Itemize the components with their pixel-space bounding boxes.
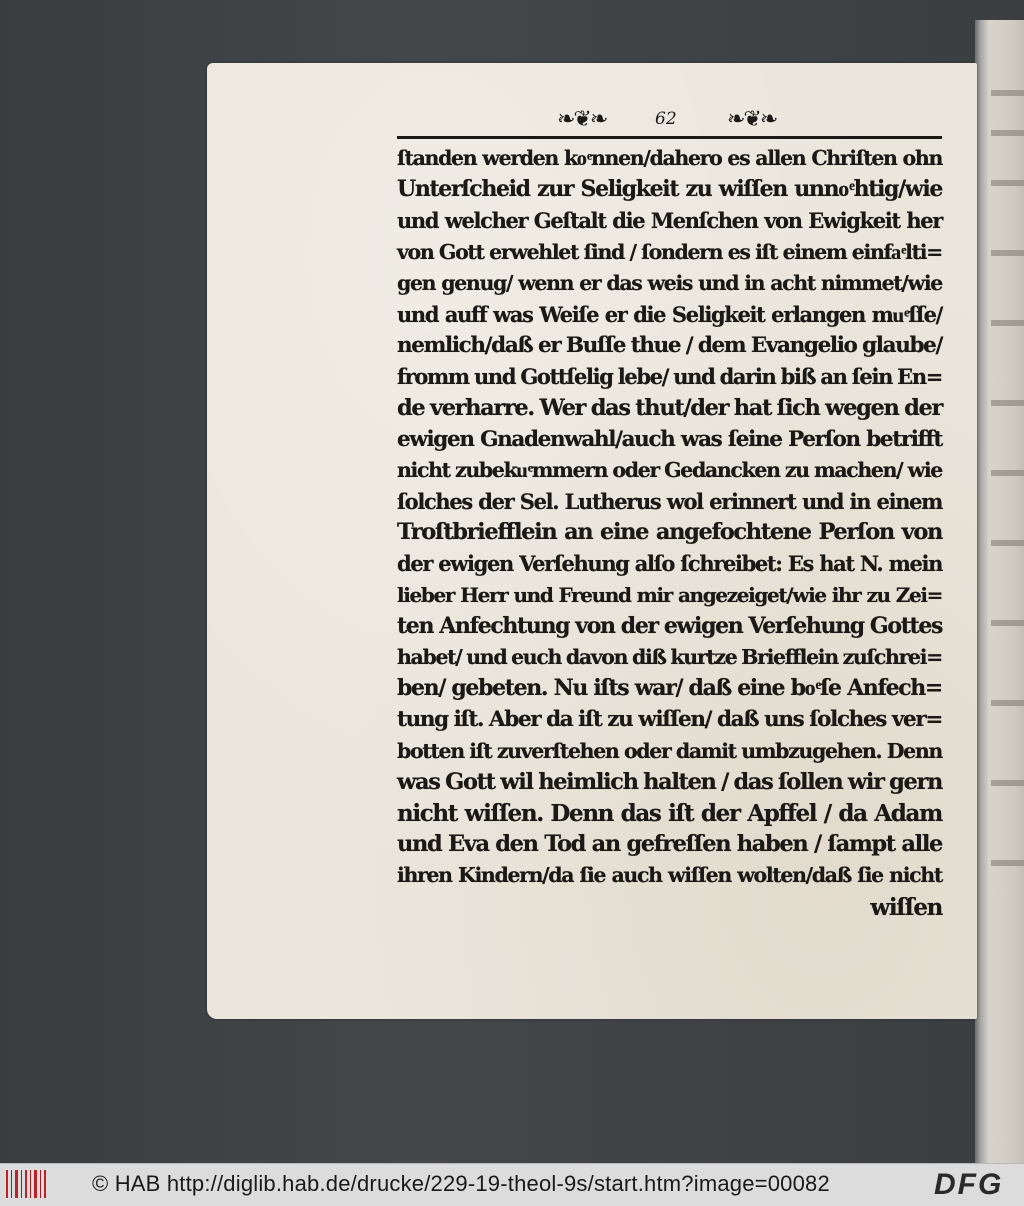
text-line: ſtanden werden koͤnnen/dahero es allen Chriſten ohn xyxy=(397,146,942,170)
text-line: und Eva den Tod an gefreſſen haben / ſampt alle xyxy=(397,831,942,858)
text-line: fromm und Gottſelig lebe/ und darin biß an ſein En= xyxy=(397,364,942,390)
text-line: ſolches der Sel. Lutherus wol erinnert und in einem xyxy=(397,489,942,515)
text-line: von Gott erwehlet ſind / ſondern es iſt einem einfaͤlti= xyxy=(397,239,942,264)
text-line: nicht wiſſen. Denn das iſt der Apffel / da Adam xyxy=(397,799,942,827)
ornament-left-icon: ❧❦❧ xyxy=(557,107,607,132)
text-line: ben/ gebeten. Nu iſts war/ daß eine boͤſe Anfech= xyxy=(397,675,942,702)
viewer-footer xyxy=(0,1163,1024,1206)
ornament-right-icon: ❧❦❧ xyxy=(727,107,777,132)
catchword: wiſſen xyxy=(870,893,942,921)
text-line: ihren Kindern/da ſie auch wiſſen wolten/daß ſie nicht xyxy=(397,863,942,888)
text-line: habet/ und euch davon diß kurtze Briefflein zuſchrei= xyxy=(397,645,942,669)
text-line: ten Anfechtung von der ewigen Verſehung Gottes xyxy=(397,612,942,639)
page-header xyxy=(397,103,947,139)
text-line: und auff was Weiſe er die Seligkeit erlangen muͤſſe/ xyxy=(397,301,942,327)
text-line: Troſtbriefflein an eine angefochtene Perſon von xyxy=(397,519,942,546)
text-line: nicht zubekuͤmmern oder Gedancken zu machen/ wie xyxy=(397,457,942,482)
text-line: nemlich/daß er Buſſe thue / dem Evangelio glaube/ xyxy=(397,333,942,359)
text-line: der ewigen Verſehung alſo ſchreibet: Es hat N. mein xyxy=(397,551,942,577)
text-line: gen genug/ wenn er das weis und in acht nimmet/wie xyxy=(397,270,942,295)
text-line: Unterſcheid zur Seligkeit zu wiſſen unnoͤhtig/wie xyxy=(397,176,942,203)
text-line: botten iſt zuverſtehen oder damit umbzugehen. Denn xyxy=(397,738,942,763)
page-number: 62 xyxy=(655,109,677,129)
hab-logo-icon[interactable] xyxy=(4,1167,48,1201)
text-line: ewigen Gnadenwahl/auch was ſeine Perſon betrifft xyxy=(397,426,942,452)
text-block xyxy=(397,143,942,923)
dfg-logo[interactable]: DFG xyxy=(934,1168,1004,1201)
facing-page-edge xyxy=(975,20,1024,1163)
text-line: was Gott wil heimlich halten / das ſollen wir gern xyxy=(397,768,942,795)
text-line: tung iſt. Aber da iſt zu wiſſen/ daß uns ſolches ver= xyxy=(397,707,942,733)
footer-url[interactable]: © HAB http://diglib.hab.de/drucke/229-19-theol-9s/start.htm?image=00082 xyxy=(92,1171,830,1196)
text-line: de verharre. Wer das thut/der hat ſich wegen der xyxy=(397,394,942,421)
text-line: und welcher Geſtalt die Menſchen von Ewigkeit her xyxy=(397,208,942,234)
text-line: lieber Herr und Freund mir angezeiget/wie ihr zu Zei= xyxy=(397,582,942,607)
header-rule xyxy=(397,136,942,139)
book-page xyxy=(207,63,977,1019)
